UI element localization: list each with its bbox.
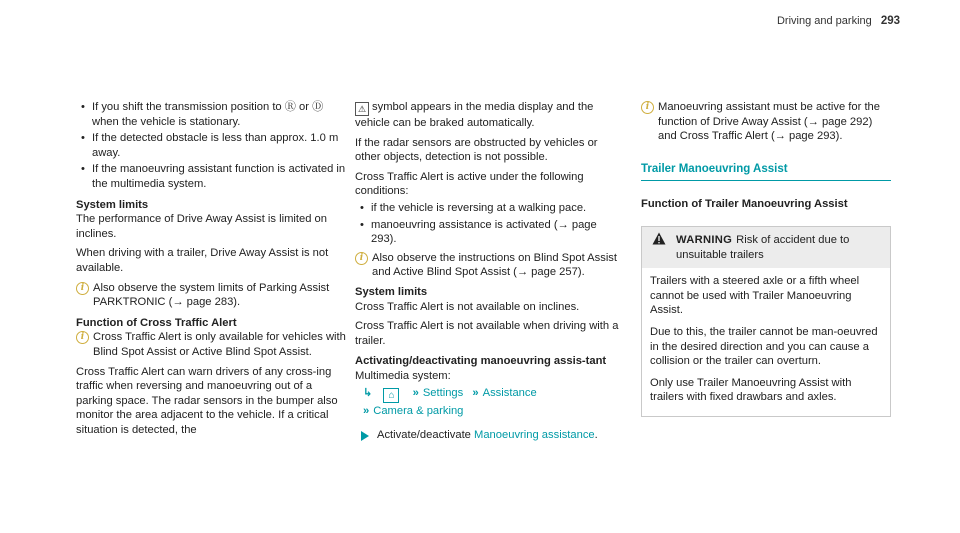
home-icon[interactable]: ⌂: [383, 388, 399, 403]
column-3: [641, 100, 891, 417]
list-item: • if the vehicle is reversing at a walking pace.: [355, 201, 625, 216]
column-1: [76, 100, 351, 442]
menu-item-camera-parking[interactable]: Camera & parking: [373, 404, 464, 417]
header-section: Driving and parking: [776, 15, 872, 27]
info-icon: i: [641, 101, 654, 114]
heading-system-limits: System limits: [76, 198, 149, 211]
heading-system-limits: System limits: [355, 285, 428, 298]
cross-traffic-symbol-icon: ⚠: [355, 102, 369, 116]
paragraph: Cross Traffic Alert is active under the following conditions:: [355, 170, 584, 198]
paragraph: Only use Trailer Manoeuvring Assist with trailers with fixed drawbars and axles.: [650, 376, 852, 404]
menu-path: [355, 386, 625, 403]
info-icon: i: [355, 252, 368, 265]
paragraph: Cross Traffic Alert is not available on inclines.: [355, 300, 580, 313]
warning-box: [641, 226, 891, 417]
paragraph: The performance of Drive Away Assist is limited on inclines.: [76, 213, 327, 240]
action-step: [355, 428, 625, 443]
column-2: [355, 100, 625, 443]
warning-body: [642, 268, 890, 416]
list-item: • If you shift the transmission position to Ⓡ or Ⓓ when the vehicle is stationary.: [76, 100, 351, 129]
note-text: Also observe the instructions on Blind Spot Assist and Active Blind Spot Assist (→ page 257).: [372, 251, 618, 279]
paragraph: Trailers with a steered axle or a fifth wheel cannot be used with Trailer Manoeuvring Assist.: [650, 275, 860, 317]
subsection-title: Function of Trailer Manoeuvring Assist: [641, 198, 848, 211]
warning-header: [642, 227, 890, 268]
list-item: • If the detected obstacle is less than approx. 1.0 m away.: [76, 131, 351, 160]
note-text: Manoeuvring assistant must be active for the function of Drive Away Assist (→ page 292) and Cross Traffic Alert (→ page 293).: [658, 101, 880, 143]
paragraph: Multimedia system:: [355, 369, 451, 382]
section-title: Trailer Manoeuvring Assist: [641, 162, 891, 182]
condition-list: [76, 100, 351, 192]
note-text: Cross Traffic Alert is only available for vehicles with Blind Spot Assist or Active Blind Spot Assist.: [93, 331, 346, 358]
menu-item-settings[interactable]: Settings: [422, 386, 464, 399]
page-number: 293: [880, 15, 900, 27]
info-icon: i: [76, 331, 89, 344]
list-item: • If the manoeuvring assistant function is activated in the multimedia system.: [76, 162, 351, 191]
warning-label: WARNING: [676, 233, 733, 246]
paragraph: Cross Traffic Alert can warn drivers of any cross-ing traffic when reversing and manoeuvring out of a parking space. The radar sensors in the bumper also monitor the area adjacent to the vehicle. If a critical situation is detected, the: [76, 365, 338, 436]
heading-cross-traffic-function: Function of Cross Traffic Alert: [76, 316, 237, 329]
warning-title: Risk of accident due to unsuitable trailers: [676, 233, 850, 261]
menu-path-continued: [355, 404, 625, 419]
warning-icon: [652, 232, 666, 245]
note: [76, 281, 351, 310]
menu-arrow-icon: ↳: [363, 386, 373, 399]
note: [355, 251, 625, 280]
paragraph: [355, 100, 625, 131]
chevron-icon: »: [472, 386, 479, 399]
action-suffix: .: [594, 429, 598, 442]
action-triangle-icon: [361, 431, 369, 441]
menu-item-manoeuvring-assistance[interactable]: Manoeuvring assistance: [474, 429, 595, 442]
condition-list: [355, 201, 625, 247]
list-item: • manoeuvring assistance is activated (→ page 293).: [355, 218, 625, 247]
note: [641, 100, 891, 144]
page-header: [777, 14, 900, 29]
heading-activating: Activating/deactivating manoeuvring assis-tant: [355, 355, 607, 368]
menu-item-assistance[interactable]: Assistance: [482, 386, 537, 399]
paragraph-text: symbol appears in the media display and the vehicle can be braked automatically.: [355, 101, 594, 129]
paragraph: If the radar sensors are obstructed by vehicles or other objects, detection is not possible.: [355, 136, 598, 164]
info-icon: i: [76, 282, 89, 295]
note: [76, 330, 351, 359]
note-text: Also observe the system limits of Parking Assist PARKTRONIC (→ page 283).: [93, 281, 330, 309]
paragraph: Cross Traffic Alert is not available when driving with a trailer.: [355, 320, 619, 347]
paragraph: Due to this, the trailer cannot be man-oeuvred in the desired direction and you can cause a collision or the trailer can overturn.: [650, 325, 878, 368]
chevron-icon: »: [412, 386, 419, 399]
action-text: Activate/deactivate: [377, 429, 471, 442]
paragraph: When driving with a trailer, Drive Away Assist is not available.: [76, 247, 329, 274]
chevron-icon: »: [363, 404, 370, 417]
